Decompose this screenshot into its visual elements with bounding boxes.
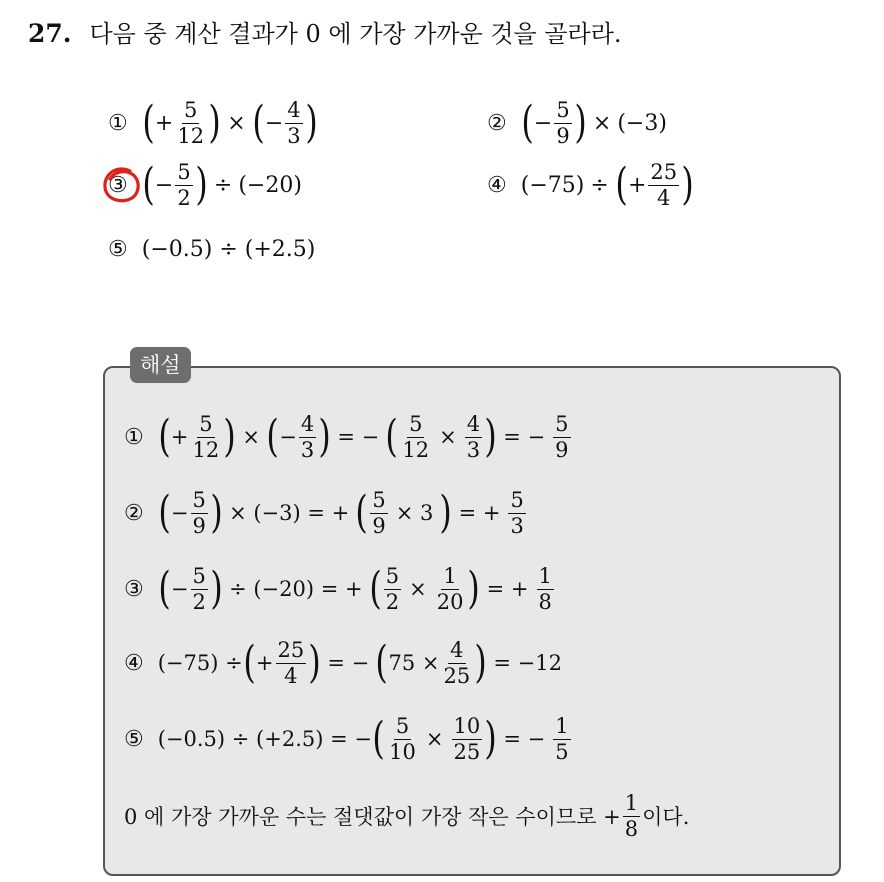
- solution-line-3: ③ ( − $\frac{5}{2}$ ) ÷ (−20) = + ( $\frac{5}{2}$ × $\frac{1}{20}$ ) = + $\frac{1}{8}$: [124, 563, 552, 614]
- fraction: $\frac{5}{12}$: [402, 412, 430, 462]
- question: [28, 14, 622, 49]
- choice-3[interactable]: ③ ( − $\frac{5}{2}$ ) ÷ (−20): [108, 148, 302, 222]
- fraction: $\frac{5}{10}$: [389, 714, 416, 764]
- choice-label: ③: [108, 173, 128, 198]
- fraction: $\frac{5}{12}$: [177, 98, 205, 148]
- fraction: $\frac{4}{3}$: [466, 412, 481, 462]
- fraction: $\frac{5}{12}$: [192, 412, 220, 462]
- choice-1[interactable]: ① ( + $\frac{5}{12}$ ) × ( − $\frac{4}{3}$ ): [108, 97, 318, 148]
- solution-tag: 해설: [130, 347, 191, 383]
- solution-conclusion: 0 에 가장 가까운 수는 절댓값이 가장 작은 수이므로 + $\frac{1}{8}$ 이다.: [124, 791, 690, 841]
- fraction: $\frac{5}{9}$: [556, 98, 570, 148]
- choice-label: ④: [487, 172, 507, 198]
- fraction: $\frac{1}{8}$: [624, 791, 639, 841]
- fraction: $\frac{5}{3}$: [510, 488, 524, 538]
- fraction: $\frac{5}{2}$: [177, 160, 191, 210]
- fraction: $\frac{25}{4}$: [277, 638, 305, 688]
- fraction: $\frac{4}{3}$: [300, 412, 315, 462]
- fraction: $\frac{5}{2}$: [192, 564, 206, 614]
- selected-answer-mark-icon: [100, 165, 144, 207]
- fraction: $\frac{4}{3}$: [287, 98, 301, 148]
- choice-2[interactable]: ② ( − $\frac{5}{9}$ ) × (−3): [487, 97, 667, 148]
- solution-line-4: ④ (−75) ÷ ( + $\frac{25}{4}$ ) = − ( 75 × $\frac{4}{25}$ ) = −12: [124, 637, 562, 688]
- question-number: 27.: [28, 19, 72, 48]
- solution-line-1: ① ( + $\frac{5}{12}$ ) × ( − $\frac{4}{3}$ ) = − ( $\frac{5}{12}$ × $\frac{4}{3}$ ) = − $\frac{5}{9}$: [124, 411, 569, 462]
- fraction: $\frac{5}{9}$: [372, 488, 386, 538]
- solution-line-5: ⑤ (−0.5) ÷ (+2.5) = − ( $\frac{5}{10}$ × $\frac{10}{25}$ ) = − $\frac{1}{5}$: [124, 713, 569, 764]
- fraction: $\frac{5}{2}$: [385, 564, 400, 614]
- fraction: $\frac{1}{8}$: [538, 564, 552, 614]
- question-text: 다음 중 계산 결과가 0 에 가장 가까운 것을 골라라.: [89, 20, 622, 48]
- fraction: $\frac{1}{5}$: [555, 714, 569, 764]
- fraction: $\frac{25}{4}$: [650, 160, 678, 210]
- fraction: $\frac{5}{9}$: [192, 488, 206, 538]
- choice-5[interactable]: ⑤ (−0.5) ÷ (+2.5): [108, 236, 316, 262]
- choice-label: ①: [108, 110, 128, 136]
- fraction: $\frac{5}{9}$: [555, 412, 569, 462]
- fraction: $\frac{10}{25}$: [453, 714, 481, 764]
- solution-line-2: ② ( − $\frac{5}{9}$ ) × (−3) = + ( $\frac{5}{9}$ × 3 ) = + $\frac{5}{3}$: [124, 487, 524, 538]
- choice-label: ⑤: [108, 236, 128, 262]
- choice-4[interactable]: ④ (−75) ÷ ( + $\frac{25}{4}$ ): [487, 159, 694, 210]
- fraction: $\frac{4}{25}$: [443, 638, 471, 688]
- fraction: $\frac{1}{20}$: [436, 564, 464, 614]
- choice-label: ②: [487, 110, 507, 136]
